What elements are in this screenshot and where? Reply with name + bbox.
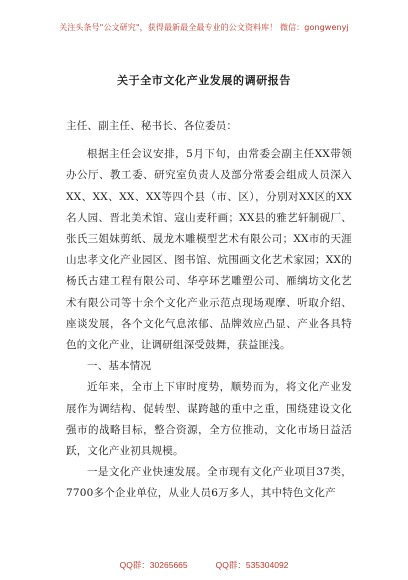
paragraph: 一是文化产业快速发展。全市现有文化产业项目37类，7700多个企业单位，从业人员6万多人，其中特色文化产 [66, 466, 352, 500]
qq-group-2: QQ群：535304092 [215, 560, 289, 570]
document-title: 关于全市文化产业发展的调研报告 [117, 74, 291, 87]
salutation: 主任、副主任、秘书长、各位委员： [66, 120, 238, 132]
paragraph: 近年来，全市上下审时度势，顺势而为，将文化产业发展作为调结构、促转型、谋跨越的重中之重，围绕建设文化强市的战略目标，整合资源，全方位推动，文化市场日益活跃，文化产业初具规模。 [66, 381, 352, 458]
document-body [66, 116, 352, 505]
section-heading: 一、基本情况 [87, 360, 152, 373]
promo-banner: 关注头条号"公文研究"，获得最新最全最专业的公文资料库！ 微信：gongwenyj [59, 23, 349, 32]
footer-contacts [0, 559, 408, 571]
qq-group-1: QQ群：30265665 [119, 560, 188, 570]
paragraph: 根据主任会议安排，5月下旬，由常委会副主任XX带领办公厅、教工委、研究室负责人及部分常委会组成人员深入XX、XX、XX、XX等四个县（市、区），分别对XX区的XX名人园、晋北美术馆、寇山麦秆画；XX县的雅艺轩制砚厂、张氏三姐妹剪纸、晟龙木雕模型艺术有限公司；XX市的天涯山忠孝文化产业园区、图书馆、炕围画文化艺术家园；XX的杨氏古建工程有限公司、华亭环艺雕塑公司、雁缡坊文化艺术有限公司等十余个文化产业示范点现场观摩、听取介绍、座谈发展，各个文化气息浓郁、品牌效应凸显、产业各具特色的文化产业，让调研组深受鼓舞，获益匪浅。 [66, 148, 352, 352]
